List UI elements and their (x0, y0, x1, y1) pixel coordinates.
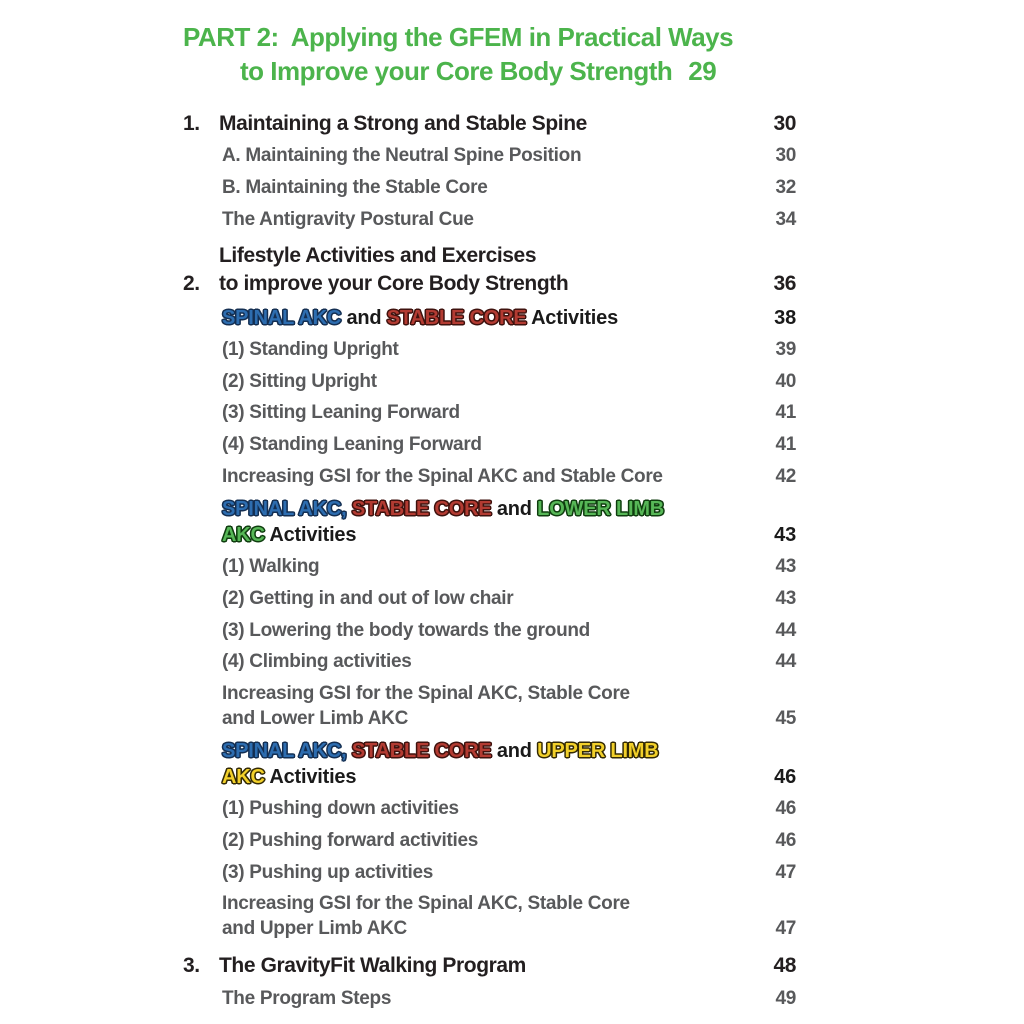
toc-entry (183, 682, 796, 731)
entry-label (183, 433, 758, 458)
page-number: 49 (775, 987, 796, 1009)
entry-label (183, 892, 758, 941)
entry-label (183, 176, 758, 201)
label-segment: and (491, 740, 538, 763)
label-segment: LOWER LIMB (537, 498, 665, 521)
page-number: 36 (773, 272, 796, 296)
page-number: 43 (775, 587, 796, 609)
label-segment: Lifestyle Activities and Exercises (219, 244, 537, 268)
page-number: 46 (775, 798, 796, 820)
toc-entry (183, 496, 796, 548)
page-number: 41 (775, 402, 796, 424)
toc-entry (183, 370, 796, 395)
entry-label (183, 401, 758, 426)
part-title-line1: Applying the GFEM in Practical Ways (290, 22, 734, 52)
entry-label (183, 465, 758, 490)
part-header (183, 20, 796, 89)
entry-label (183, 619, 758, 644)
toc-entry (183, 433, 796, 458)
label-segment: AKC (222, 766, 265, 789)
label-segment: The Antigravity Postural Cue (222, 208, 474, 230)
label-segment: The Program Steps (222, 987, 392, 1009)
label-segment: (3) Sitting Leaning Forward (222, 402, 460, 424)
entry-label (183, 555, 758, 580)
entry-label (183, 144, 758, 169)
label-segment: A. Maintaining the Neutral Spine Position (222, 145, 582, 167)
label-segment: Activities (264, 766, 357, 789)
entry-label (183, 370, 758, 395)
label-segment: Increasing GSI for the Spinal AKC, Stable Core (222, 893, 630, 915)
page-number: 46 (774, 766, 796, 789)
toc-entry (183, 110, 796, 138)
label-segment: (3) Pushing up activities (222, 861, 434, 883)
table-of-contents (183, 20, 796, 1018)
label-segment: (2) Getting in and out of low chair (222, 587, 514, 609)
toc-entry (183, 829, 796, 854)
label-segment: The GravityFit Walking Program (219, 953, 526, 977)
toc-entry (183, 892, 796, 941)
entry-label (183, 987, 758, 1012)
toc-entry (183, 176, 796, 201)
entry-label (183, 682, 758, 731)
label-segment: SPINAL AKC (222, 306, 342, 329)
entry-label (183, 861, 758, 886)
toc-list (183, 110, 796, 1012)
page-number: 39 (775, 338, 796, 360)
label-segment: and (341, 306, 387, 329)
entry-label (183, 797, 758, 822)
toc-entry (183, 738, 796, 790)
label-segment: (3) Lowering the body towards the ground (222, 619, 590, 641)
page-number: 30 (773, 111, 796, 135)
entry-label (219, 110, 758, 138)
page-number: 47 (775, 861, 796, 883)
entry-label (183, 829, 758, 854)
label-segment: Increasing GSI for the Spinal AKC, Stable Core (222, 683, 630, 705)
entry-label (183, 738, 758, 790)
entry-label (183, 587, 758, 612)
page-number: 32 (775, 177, 796, 199)
page-number: 42 (775, 465, 796, 487)
entry-label (183, 208, 758, 233)
label-segment: SPINAL AKC, (222, 498, 347, 521)
page-number: 38 (774, 306, 796, 329)
page-number: 43 (774, 524, 796, 547)
label-segment: Activities (526, 306, 618, 329)
page-number: 47 (775, 918, 796, 940)
page-number: 40 (775, 370, 796, 392)
entry-label (219, 242, 758, 297)
toc-entry (183, 338, 796, 363)
toc-entry (183, 987, 796, 1012)
label-segment: SPINAL AKC, (222, 740, 347, 763)
page-number: 45 (775, 707, 796, 729)
label-segment: (1) Standing Upright (222, 338, 399, 360)
label-segment: (2) Sitting Upright (222, 370, 377, 392)
entry-label (219, 952, 758, 980)
part-title-line2: to Improve your Core Body Strength (240, 56, 673, 87)
label-segment: and (491, 498, 538, 521)
page-number: 30 (775, 145, 796, 167)
label-segment: (1) Walking (222, 556, 320, 578)
page-number: 43 (775, 556, 796, 578)
entry-label (183, 305, 758, 331)
label-segment: and Lower Limb AKC (222, 707, 409, 729)
label-segment: (2) Pushing forward activities (222, 830, 478, 852)
toc-entry (183, 587, 796, 612)
label-segment: AKC (222, 524, 265, 547)
toc-entry (183, 144, 796, 169)
toc-entry (183, 465, 796, 490)
label-segment: (1) Pushing down activities (222, 798, 459, 820)
toc-entry (183, 797, 796, 822)
entry-label (183, 338, 758, 363)
label-segment: and Upper Limb AKC (222, 918, 407, 940)
label-segment: (4) Climbing activities (222, 651, 412, 673)
toc-entry (183, 650, 796, 675)
label-segment: to improve your Core Body Strength (219, 272, 569, 296)
label-segment: Activities (264, 524, 357, 547)
toc-entry (183, 952, 796, 980)
part-label: PART 2: (183, 22, 279, 52)
label-segment: STABLE CORE (351, 498, 492, 521)
page-number: 44 (775, 619, 796, 641)
toc-entry (183, 208, 796, 233)
label-segment: STABLE CORE (351, 740, 492, 763)
entry-label (183, 650, 758, 675)
toc-entry (183, 305, 796, 331)
entry-label (183, 496, 758, 548)
toc-entry (183, 242, 796, 297)
label-segment: STABLE CORE (386, 306, 527, 329)
label-segment: (4) Standing Leaning Forward (222, 433, 482, 455)
page-number: 34 (775, 208, 796, 230)
section-number: 3. (183, 953, 200, 977)
label-segment: UPPER LIMB (537, 740, 659, 763)
page-number: 48 (773, 953, 796, 977)
section-number: 1. (183, 111, 200, 135)
label-segment: B. Maintaining the Stable Core (222, 177, 488, 199)
page-number: 44 (775, 651, 796, 673)
toc-entry (183, 555, 796, 580)
part-header-line2 (240, 54, 796, 88)
part-header-line1 (183, 20, 796, 54)
page-number: 41 (775, 433, 796, 455)
label-segment: Increasing GSI for the Spinal AKC and Stable Core (222, 465, 663, 487)
toc-entry (183, 401, 796, 426)
toc-entry (183, 861, 796, 886)
section-number: 2. (183, 272, 200, 296)
toc-entry (183, 619, 796, 644)
page-number: 46 (775, 830, 796, 852)
label-segment: Maintaining a Strong and Stable Spine (219, 111, 587, 135)
part-page-number: 29 (688, 56, 717, 87)
